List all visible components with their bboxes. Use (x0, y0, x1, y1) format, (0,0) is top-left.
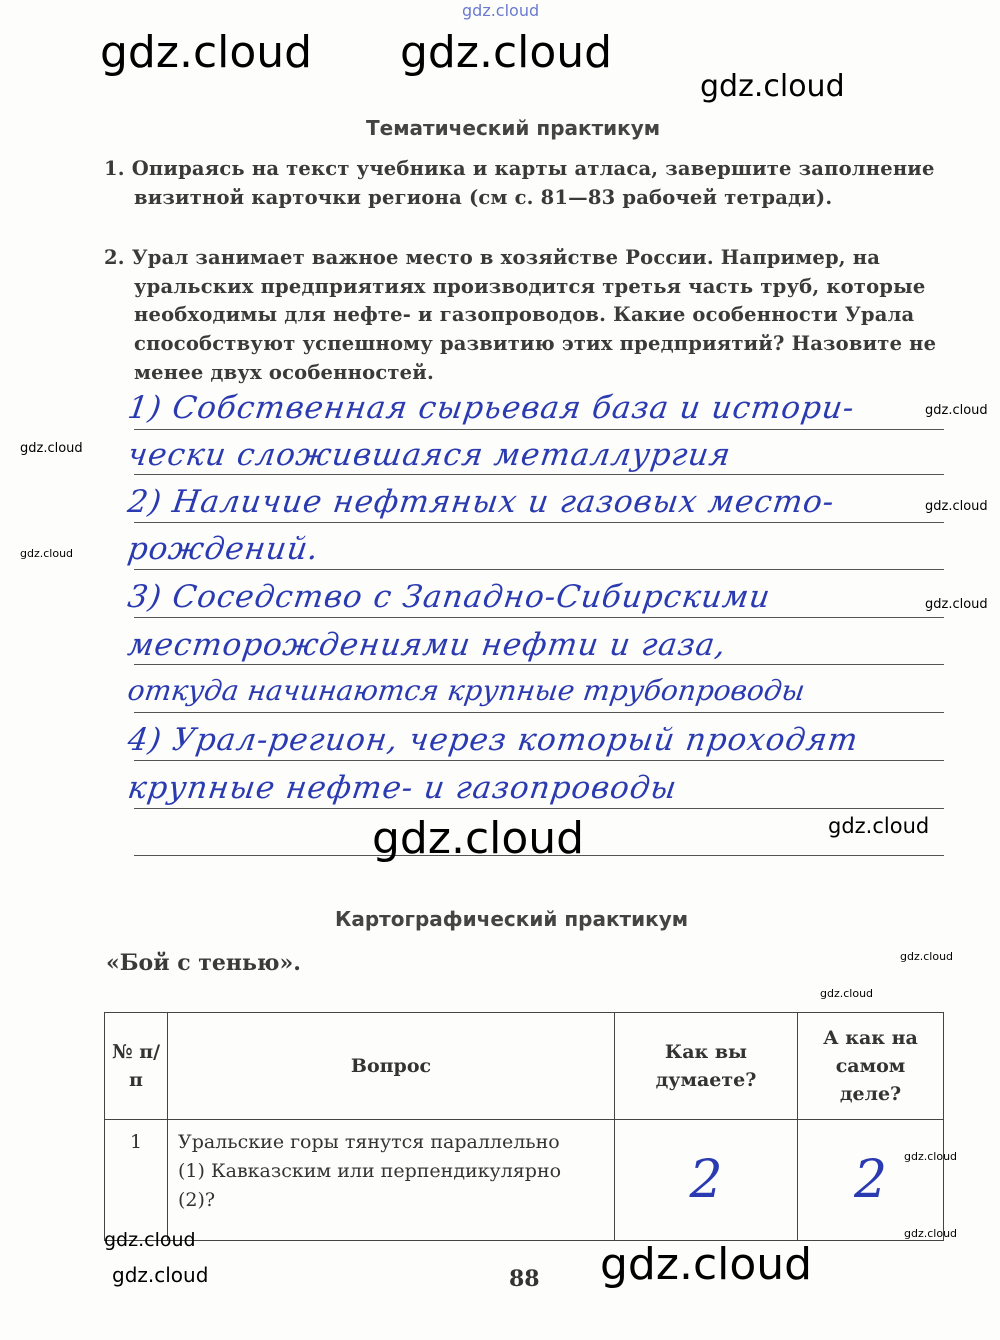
header-actual: А как на самом деле? (798, 1013, 944, 1120)
table-header-row (105, 1013, 944, 1120)
table-row (105, 1120, 944, 1241)
watermark: gdz.cloud (20, 441, 83, 456)
handwritten-answer-line: крупные нефте- и газопроводы (125, 770, 680, 806)
task2-line: 2. Урал занимает важное место в хозяйстве России. Например, на (104, 246, 881, 269)
watermark: gdz.cloud (400, 27, 613, 78)
watermark: gdz.cloud (925, 499, 988, 514)
task1-line: 1. Опираясь на текст учебника и карты атласа, завершите заполнение (104, 157, 935, 180)
watermark: gdz.cloud (600, 1239, 813, 1290)
answer-rule (134, 474, 944, 475)
watermark: gdz.cloud (700, 69, 845, 104)
handwritten-answer-line: откуда начинаются крупные трубопроводы (125, 674, 807, 707)
answer-rule (134, 617, 944, 618)
handwritten-answer-line: рождений. (125, 531, 322, 567)
answer-rule (134, 429, 944, 430)
handwritten-answer-line: 4) Урал-регион, через который проходят (125, 722, 861, 758)
task1-line: визитной карточки региона (см с. 81—83 рабочей тетради). (134, 186, 833, 209)
header-number: № п/п (105, 1013, 168, 1120)
watermark: gdz.cloud (904, 1227, 958, 1240)
handwritten-answer-line: чески сложившаяся металлургия (125, 437, 734, 473)
answer-rule (134, 664, 944, 665)
watermark: gdz.cloud (904, 1150, 958, 1163)
answer-rule (134, 808, 944, 809)
section-title-cartographic: Картографический практикум (335, 907, 689, 931)
answer-rule (134, 522, 944, 523)
task2-line: необходимы для нефте- и газопроводов. Какие особенности Урала (134, 303, 915, 326)
answer-rule (134, 712, 944, 713)
answer-rule (134, 760, 944, 761)
header-question: Вопрос (168, 1013, 615, 1120)
watermark: gdz.cloud (372, 813, 585, 864)
row-question: Уральские горы тянутся параллельно (1) Кавказским или перпендикулярно (2)? (168, 1120, 615, 1241)
watermark: gdz.cloud (104, 1229, 196, 1251)
watermark: gdz.cloud (20, 547, 74, 560)
watermark: gdz.cloud (828, 814, 930, 838)
row-number: 1 (105, 1120, 168, 1241)
page-number: 88 (509, 1266, 540, 1292)
watermark: gdz.cloud (820, 987, 874, 1000)
watermark: gdz.cloud (925, 597, 988, 612)
task2-line: менее двух особенностей. (134, 361, 434, 384)
watermark: gdz.cloud (112, 1263, 209, 1287)
watermark: gdz.cloud (100, 27, 313, 78)
handwritten-answer-line: 3) Соседство с Западно-Сибирскими (125, 579, 773, 615)
watermark: gdz.cloud (900, 950, 954, 963)
row-actual-handwritten: 2 (798, 1120, 944, 1241)
row-guess-handwritten: 2 (615, 1120, 798, 1241)
task2-line: способствуют успешному развитию этих предприятий? Назовите не (134, 332, 937, 355)
task2-line: уральских предприятиях производится третья часть труб, которые (134, 275, 926, 298)
section-title-thematic: Тематический практикум (366, 116, 661, 140)
answer-rule (134, 569, 944, 570)
watermark: gdz.cloud (462, 1, 540, 20)
handwritten-answer-line: месторождениями нефти и газа, (125, 627, 729, 663)
questions-table (104, 1012, 944, 1241)
watermark: gdz.cloud (925, 403, 988, 418)
handwritten-answer-line: 1) Собственная сырьевая база и истори- (125, 390, 858, 426)
exercise-subtitle: «Бой с тенью». (106, 950, 301, 976)
header-guess: Как вы думаете? (615, 1013, 798, 1120)
handwritten-answer-line: 2) Наличие нефтяных и газовых место- (125, 484, 837, 520)
